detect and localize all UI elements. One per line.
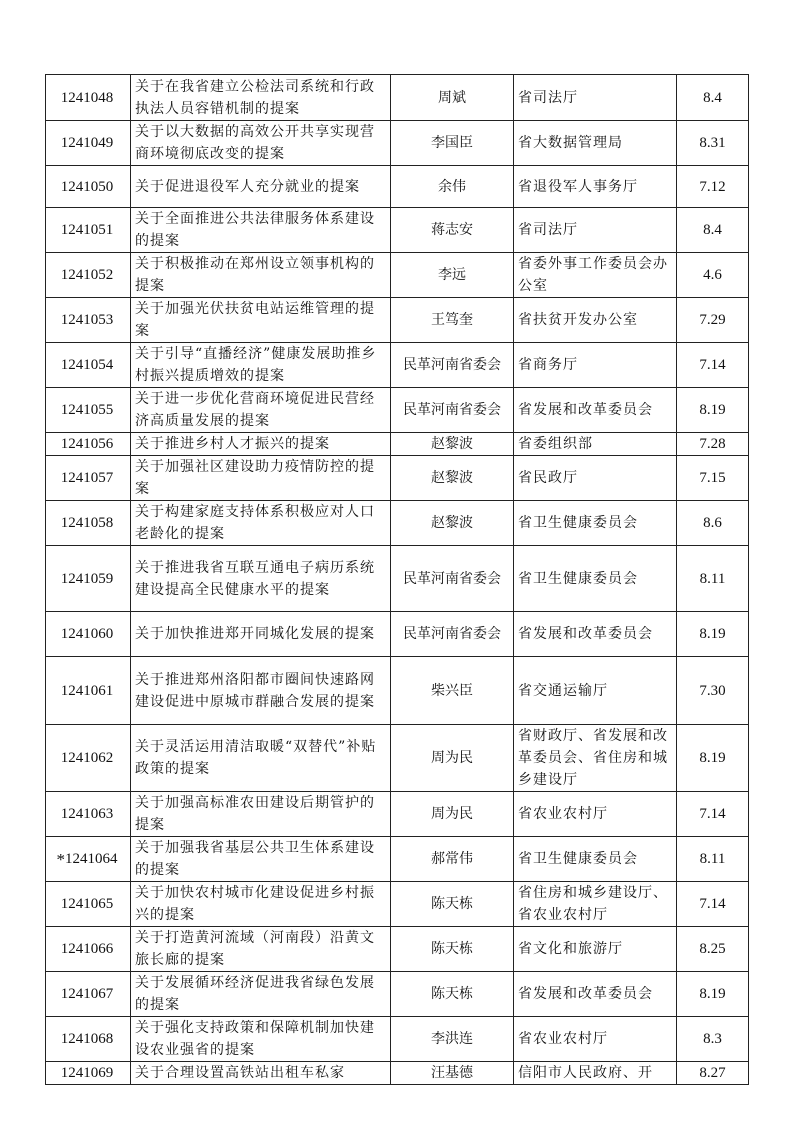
proposal-number: 1241050 — [46, 166, 131, 208]
proposer: 李远 — [391, 253, 514, 298]
handling-department: 省发展和改革委员会 — [514, 972, 677, 1017]
table-row — [46, 546, 749, 612]
date: 7.29 — [677, 298, 749, 343]
proposal-number: 1241062 — [46, 725, 131, 792]
handling-department: 省农业农村厅 — [514, 792, 677, 837]
proposer: 民革河南省委会 — [391, 388, 514, 433]
proposal-title: 关于灵活运用清洁取暖“双替代”补贴政策的提案 — [131, 725, 391, 792]
proposal-title: 关于推进我省互联互通电子病历系统建设提高全民健康水平的提案 — [131, 546, 391, 612]
proposer: 李洪连 — [391, 1017, 514, 1062]
proposal-number — [46, 837, 131, 882]
date: 8.11 — [677, 546, 749, 612]
date: 8.19 — [677, 388, 749, 433]
table-row — [46, 253, 749, 298]
proposer: 周为民 — [391, 725, 514, 792]
handling-department: 省司法厅 — [514, 208, 677, 253]
proposal-number: 1241052 — [46, 253, 131, 298]
proposal-number: 1241068 — [46, 1017, 131, 1062]
proposal-number-text: 1241064 — [65, 850, 118, 867]
date: 8.3 — [677, 1017, 749, 1062]
proposal-number: 1241048 — [46, 75, 131, 121]
proposer: 赵黎波 — [391, 456, 514, 501]
proposal-title: 关于加强社区建设助力疫情防控的提案 — [131, 456, 391, 501]
proposal-title: 关于构建家庭支持体系积极应对人口老龄化的提案 — [131, 501, 391, 546]
date: 8.19 — [677, 725, 749, 792]
table-row — [46, 882, 749, 927]
proposer: 民革河南省委会 — [391, 343, 514, 388]
table-row — [46, 725, 749, 792]
proposal-table-page — [45, 74, 748, 1085]
date: 7.12 — [677, 166, 749, 208]
handling-department: 省大数据管理局 — [514, 121, 677, 166]
date: 7.30 — [677, 657, 749, 725]
proposal-number: 1241058 — [46, 501, 131, 546]
proposal-title: 关于在我省建立公检法司系统和行政执法人员容错机制的提案 — [131, 75, 391, 121]
table-row — [46, 1062, 749, 1085]
handling-department: 省扶贫开发办公室 — [514, 298, 677, 343]
proposer: 余伟 — [391, 166, 514, 208]
proposal-table — [45, 74, 749, 1085]
handling-department: 省卫生健康委员会 — [514, 501, 677, 546]
proposer: 王笃奎 — [391, 298, 514, 343]
proposal-table-body — [46, 75, 749, 1085]
key-proposal-star: * — [56, 849, 65, 869]
proposal-number: 1241069 — [46, 1062, 131, 1085]
table-row — [46, 121, 749, 166]
date: 8.4 — [677, 75, 749, 121]
proposal-number: 1241054 — [46, 343, 131, 388]
table-row — [46, 612, 749, 657]
table-row — [46, 343, 749, 388]
date: 7.28 — [677, 433, 749, 456]
proposal-title: 关于加快农村城市化建设促进乡村振兴的提案 — [131, 882, 391, 927]
proposal-number: 1241063 — [46, 792, 131, 837]
handling-department: 省卫生健康委员会 — [514, 837, 677, 882]
proposal-title: 关于促进退役军人充分就业的提案 — [131, 166, 391, 208]
date: 7.15 — [677, 456, 749, 501]
proposal-title: 关于合理设置高铁站出租车私家 — [131, 1062, 391, 1085]
proposer: 柴兴臣 — [391, 657, 514, 725]
handling-department: 省委外事工作委员会办公室 — [514, 253, 677, 298]
table-row — [46, 1017, 749, 1062]
proposal-number: 1241060 — [46, 612, 131, 657]
proposer: 陈天栋 — [391, 927, 514, 972]
table-row — [46, 208, 749, 253]
table-row — [46, 433, 749, 456]
table-row — [46, 792, 749, 837]
table-row — [46, 75, 749, 121]
proposer: 民革河南省委会 — [391, 546, 514, 612]
handling-department: 省交通运输厅 — [514, 657, 677, 725]
proposal-title: 关于加强高标准农田建设后期管护的提案 — [131, 792, 391, 837]
proposal-number: 1241057 — [46, 456, 131, 501]
date: 8.27 — [677, 1062, 749, 1085]
table-row — [46, 837, 749, 882]
table-row — [46, 388, 749, 433]
proposer: 郝常伟 — [391, 837, 514, 882]
proposal-title: 关于以大数据的高效公开共享实现营商环境彻底改变的提案 — [131, 121, 391, 166]
handling-department: 省卫生健康委员会 — [514, 546, 677, 612]
date: 8.4 — [677, 208, 749, 253]
table-row — [46, 298, 749, 343]
proposer: 汪基德 — [391, 1062, 514, 1085]
date: 4.6 — [677, 253, 749, 298]
proposal-title: 关于加快推进郑开同城化发展的提案 — [131, 612, 391, 657]
proposal-number: 1241065 — [46, 882, 131, 927]
proposal-title: 关于加强我省基层公共卫生体系建设的提案 — [131, 837, 391, 882]
table-row — [46, 657, 749, 725]
handling-department: 省民政厅 — [514, 456, 677, 501]
proposer: 陈天栋 — [391, 882, 514, 927]
table-row — [46, 456, 749, 501]
handling-department: 省农业农村厅 — [514, 1017, 677, 1062]
proposal-number: 1241066 — [46, 927, 131, 972]
date: 8.25 — [677, 927, 749, 972]
proposal-number: 1241053 — [46, 298, 131, 343]
proposal-title: 关于推进乡村人才振兴的提案 — [131, 433, 391, 456]
proposal-number: 1241056 — [46, 433, 131, 456]
proposer: 李国臣 — [391, 121, 514, 166]
proposal-title: 关于发展循环经济促进我省绿色发展的提案 — [131, 972, 391, 1017]
proposer: 蒋志安 — [391, 208, 514, 253]
date: 8.19 — [677, 972, 749, 1017]
proposer: 周为民 — [391, 792, 514, 837]
proposal-title: 关于进一步优化营商环境促进民营经济高质量发展的提案 — [131, 388, 391, 433]
table-row — [46, 927, 749, 972]
table-row — [46, 166, 749, 208]
proposer: 赵黎波 — [391, 433, 514, 456]
handling-department: 省司法厅 — [514, 75, 677, 121]
date: 7.14 — [677, 343, 749, 388]
handling-department: 省委组织部 — [514, 433, 677, 456]
date: 7.14 — [677, 792, 749, 837]
date: 8.6 — [677, 501, 749, 546]
proposer: 周斌 — [391, 75, 514, 121]
proposal-title: 关于强化支持政策和保障机制加快建设农业强省的提案 — [131, 1017, 391, 1062]
handling-department: 信阳市人民政府、开 — [514, 1062, 677, 1085]
date: 8.11 — [677, 837, 749, 882]
proposal-number: 1241055 — [46, 388, 131, 433]
proposal-number: 1241059 — [46, 546, 131, 612]
handling-department: 省商务厅 — [514, 343, 677, 388]
handling-department: 省住房和城乡建设厅、省农业农村厅 — [514, 882, 677, 927]
handling-department: 省财政厅、省发展和改革委员会、省住房和城乡建设厅 — [514, 725, 677, 792]
proposal-title: 关于打造黄河流域（河南段）沿黄文旅长廊的提案 — [131, 927, 391, 972]
table-row — [46, 972, 749, 1017]
proposal-title: 关于加强光伏扶贫电站运维管理的提案 — [131, 298, 391, 343]
proposal-title: 关于推进郑州洛阳都市圈间快速路网建设促进中原城市群融合发展的提案 — [131, 657, 391, 725]
proposer: 陈天栋 — [391, 972, 514, 1017]
date: 8.19 — [677, 612, 749, 657]
proposer: 赵黎波 — [391, 501, 514, 546]
date: 7.14 — [677, 882, 749, 927]
table-row — [46, 501, 749, 546]
proposal-title: 关于全面推进公共法律服务体系建设的提案 — [131, 208, 391, 253]
handling-department: 省退役军人事务厅 — [514, 166, 677, 208]
proposer: 民革河南省委会 — [391, 612, 514, 657]
date: 8.31 — [677, 121, 749, 166]
proposal-number: 1241051 — [46, 208, 131, 253]
handling-department: 省发展和改革委员会 — [514, 612, 677, 657]
proposal-number: 1241049 — [46, 121, 131, 166]
handling-department: 省文化和旅游厅 — [514, 927, 677, 972]
handling-department: 省发展和改革委员会 — [514, 388, 677, 433]
proposal-number: 1241067 — [46, 972, 131, 1017]
proposal-title: 关于引导“直播经济”健康发展助推乡村振兴提质增效的提案 — [131, 343, 391, 388]
proposal-title: 关于积极推动在郑州设立领事机构的提案 — [131, 253, 391, 298]
proposal-number: 1241061 — [46, 657, 131, 725]
